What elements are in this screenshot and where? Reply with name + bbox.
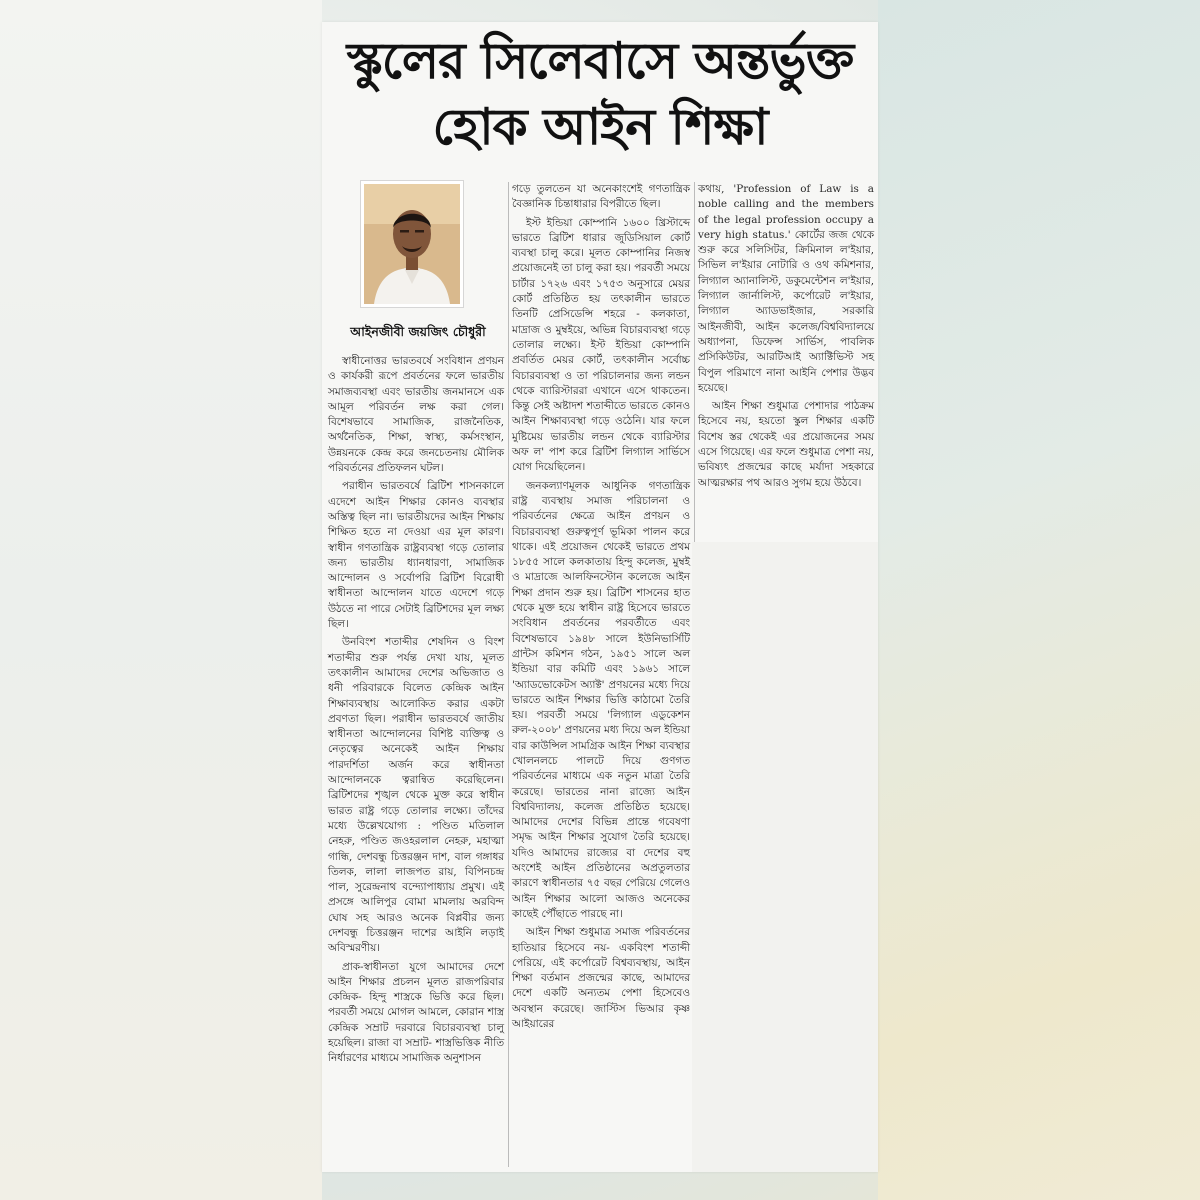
column-divider [694,182,695,542]
paragraph: কথায়, 'Profession of Law is a noble calling and the members of the legal profession occupy a very high status.' কোর্টের জজ থেকে শুরু করে সলিসিটর, ক্রিমিনাল ল'ইয়ার, সিভিল ল'ইয়ার নোটারি ও ওথ কমিশনার, লিগ্যাল অ্যানালিস্ট, ডকুমেন্টেশন ল'ইয়ার, লিগ্যাল জার্নালিস্ট, কর্পোরেট ল'ইয়ার, লিগ্যাল অ্যাডভাইজার, সরকারি আইনজীবী, আইন কলেজ/বিশ্ববিদ্যালয়ে অধ্যাপনা, ডিফেন্স সার্ভিস, পাবলিক প্রসিকিউটর, আরটিআই অ্যাক্টিভিস্ট সহ বিপুল পরিমাণে নানা আইনি পেশার উদ্ভব হয়েছে। [698,183,874,394]
paragraph: জনকল্যাণমূলক আধুনিক গণতান্ত্রিক রাষ্ট্র ব্যবস্থায় সমাজ পরিচালনা ও পরিবর্তনের ক্ষেত্রে আইন প্রণয়ন ও বিচারব্যবস্থা গুরুত্বপূর্ণ ভূমিকা পালন করে থাকে। এই প্রয়োজন থেকেই ভারতে প্রথম ১৮৫৫ সালে কলকাতায় হিন্দু কলেজ, মুম্বই ও মাদ্রাজে আলফিনস্টোন কলেজে আইন শিক্ষা প্রদান শুরু হয়। ব্রিটিশ শাসনের হাত থেকে মুক্ত হয়ে স্বাধীন রাষ্ট্র হিসেবে ভারতে সংবিধান প্রবর্তনের পরবর্তীতে এবং বিশেষভাবে ১৯৪৮ সালে ইউনিভার্সিটি গ্রান্টস কমিশন গঠন, ১৯৫১ সালে অল ইন্ডিয়া বার কমিটি এবং ১৯৬১ সালে 'অ্যাডভোকেটস অ্যাক্ট' প্রণয়নের মধ্যে দিয়ে ভারতে আইন শিক্ষার ভিত্তি কাঠামো তৈরি হয়। পরবর্তী সময়ে 'লিগ্যাল এডুকেশন রুল-২০০৮' প্রণয়নের মধ্য দিয়ে অল ইন্ডিয়া বার কাউন্সিল সামগ্রিক আইন শিক্ষা ব্যবস্থার খোলনলচে পালটে দিয়ে গুণগত পরিবর্তনের মাধ্যমে এক নতুন মাত্রা তৈরি করেছে। ভারতের নানা রাজ্যে আইন বিশ্ববিদ্যালয়, কলেজ প্রতিষ্ঠিত হয়েছে। আমাদের দেশের বিভিন্ন প্রান্তে গবেষণা সমৃদ্ধ আইন শিক্ষার সুযোগ তৈরি হয়েছে। যদিও আমাদের রাজ্যের বা দেশের বহু অংশেই আইন প্রতিষ্ঠানের অপ্রতুলতার কারণে স্বাধীনতার ৭৫ বছর পেরিয়ে গেলেও আইন শিক্ষার আলো আজও অনেকের কাছেই পৌঁছাতে পারছে না। [512,479,690,920]
empty-space [692,542,878,1172]
article-column-2 [512,182,690,1035]
author-byline: আইনজীবী জয়জিৎ চৌধুরী [350,324,486,339]
paragraph: গড়ে তুলতেন যা অনেকাংশেই গণতান্ত্রিক বৈজ্ঞানিক চিন্তাধারার বিপরীতে ছিল। [512,183,690,211]
headline-line-2: হোক আইন শিক্ষা [432,98,768,156]
paragraph: আইন শিক্ষা শুধুমাত্র পেশাদার পাঠক্রম হিসেবে নয়, হয়তো স্কুল শিক্ষার একটি বিশেষ স্তর থেকেই এর প্রয়োজনের সময় এসে গিয়েছে। এর ফলে শুধুমাত্র পেশা নয়, ভবিষ্যৎ প্রজন্মের কাছে মর্যাদা সহকারে আত্মরক্ষার পথ আরও সুগম হয়ে উঠবে। [698,400,874,489]
article-headline [322,28,878,160]
paragraph: পরাধীন ভারতবর্ষে ব্রিটিশ শাসনকালে এদেশে আইন শিক্ষার কোনও ব্যবস্থার অস্তিত্ব ছিল না। ভারতীয়দের আইন শিক্ষায় শিক্ষিত হতে না দেওয়া এর মূল কারণ। স্বাধীন গণতান্ত্রিক রাষ্ট্রব্যবস্থা গড়ে তোলার জন্য ভারতীয় ধ্যানধারণা, সামাজিক আন্দোলন ও সর্বোপরি ব্রিটিশ বিরোধী স্বাধীনতা আন্দোলন যাতে এদেশে গড়ে উঠতে না পারে সেটাই ব্রিটিশদের মূল লক্ষ্য ছিল। [328,480,504,631]
author-portrait-image [364,184,460,304]
article-column-1 [328,354,504,1070]
newspaper-clipping [322,22,878,1172]
paragraph: স্বাধীনোত্তর ভারতবর্ষে সংবিধান প্রণয়ন ও কার্যকরী রূপে প্রবর্তনের ফলে ভারতীয় সমাজব্যবস্থা এবং ভারতীয় জনমানসে এক আমূল পরিবর্তন লক্ষ করা গেল। বিশেষভাবে সামাজিক, রাজনৈতিক, অর্থনৈতিক, শিক্ষা, স্বাস্থ্য, কর্মসংস্থান, উন্নয়নকে কেন্দ্র করে জনচেতনায় মৌলিক পরিবর্তনের প্রতিফলন ঘটল। [328,355,504,475]
article-column-3 [698,182,874,494]
background-left [0,0,322,1200]
author-photo [360,180,464,308]
background-right [878,0,1200,1200]
paragraph: আইন শিক্ষা শুধুমাত্র সমাজ পরিবর্তনের হাতিয়ার হিসেবে নয়- একবিংশ শতাব্দী পেরিয়ে, এই কর্পোরেট বিশ্বব্যবস্থায়, আইন শিক্ষা বর্তমান প্রজন্মের কাছে, আমাদের দেশে একটি অন্যতম পেশা হিসেবেও অবস্থান করেছে। জাস্টিস ভিআর কৃষ্ণ আইয়ারের [512,926,690,1031]
column-divider [508,182,509,1167]
paragraph: ইস্ট ইন্ডিয়া কোম্পানি ১৬০০ খ্রিস্টাব্দে ভারতে ব্রিটিশ ধারার জুডিসিয়াল কোর্ট ব্যবস্থা চালু করে। মূলত কোম্পানির নিজস্ব প্রয়োজনেই তা চালু করা হয়। পরবর্তী সময়ে চার্টার ১৭২৬ এবং ১৭৫৩ অনুসারে মেয়র কোর্ট প্রতিষ্ঠিত হয় তৎকালীন ভারতে তিনটি প্রেসিডেন্সি শহরে - কলকাতা, মাদ্রাজ ও মুম্বইয়ে, অভিন্ন বিচারব্যবস্থা গড়ে তোলার লক্ষ্যে। ইস্ট ইন্ডিয়া কোম্পানি প্রবর্তিত মেয়র কোর্ট, তৎকালীন সর্বোচ্চ বিচারব্যবস্থা ও তা পরিচালনার জন্য লন্ডন থেকে ব্যারিস্টাররা এখানে এসে থাকতেন। কিন্তু সেই অষ্টাদশ শতাব্দীতে ভারতে কোনও আইন শিক্ষাব্যবস্থা গড়ে ওঠেনি। যার ফলে মুষ্টিমেয় ভারতীয় লন্ডন থেকে ব্যারিস্টার অফ ল' পাশ করে ব্রিটিশ লিগ্যাল সার্ভিসে যোগ দিয়েছিলেন। [512,216,690,474]
paragraph: প্রাক-স্বাধীনতা যুগে আমাদের দেশে আইন শিক্ষার প্রচলন মূলত রাজপরিবার কেন্দ্রিক- হিন্দু শাস্ত্রকে ভিত্তি করে ছিল। পরবর্তী সময়ে মোগল আমলে, কোরান শাস্ত্র কেন্দ্রিক সম্রাট দরবারে বিচারব্যবস্থা চালু হয়েছিল। রাজা বা সম্রাট- শাস্ত্রভিত্তিক নীতি নির্ধারণের মাধ্যমে সামাজিক অনুশাসন [328,960,504,1065]
headline-line-1: স্কুলের সিলেবাসে অন্তর্ভুক্ত [346,32,854,90]
paragraph: উনবিংশ শতাব্দীর শেষদিন ও বিংশ শতাব্দীর শুরু পর্যন্ত দেখা যায়, মূলত তৎকালীন আমাদের দেশের অভিজাত ও ধনী পরিবারকে বিলেত কেন্দ্রিক আইন শিক্ষাব্যবস্থায় আলোকিত করার একটা প্রবণতা ছিল। পরাধীন ভারতবর্ষে জাতীয় স্বাধীনতা আন্দোলনের বিশিষ্ট ব্যক্তিত্ব ও নেতৃত্বের অনেকেই আইন শিক্ষায় পারদর্শিতা অর্জন করে স্বাধীনতা আন্দোলনকে ত্বরান্বিত করেছিলেন। ব্রিটিশদের শৃঙ্খল থেকে মুক্ত করে স্বাধীন ভারত রাষ্ট্র গড়ে তোলার লক্ষ্যে। তাঁদের মধ্যে উল্লেখযোগ্য : পণ্ডিত মতিলাল নেহরু, পণ্ডিত জওহরলাল নেহরু, মহাত্মা গান্ধি, দেশবন্ধু চিত্তরঞ্জন দাশ, বাল গঙ্গাধর তিলক, লালা লাজপত রায়, বিপিনচন্দ্র পাল, সুরেন্দ্রনাথ বন্দ্যোপাধ্যায় প্রমুখ। এই প্রসঙ্গে আলিপুর বোমা মামলায় অরবিন্দ ঘোষ সহ আরও অনেক বিপ্লবীর জন্য দেশবন্ধু চিত্তরঞ্জন দাশের আইনি লড়াই অবিস্মরণীয়। [328,636,504,955]
